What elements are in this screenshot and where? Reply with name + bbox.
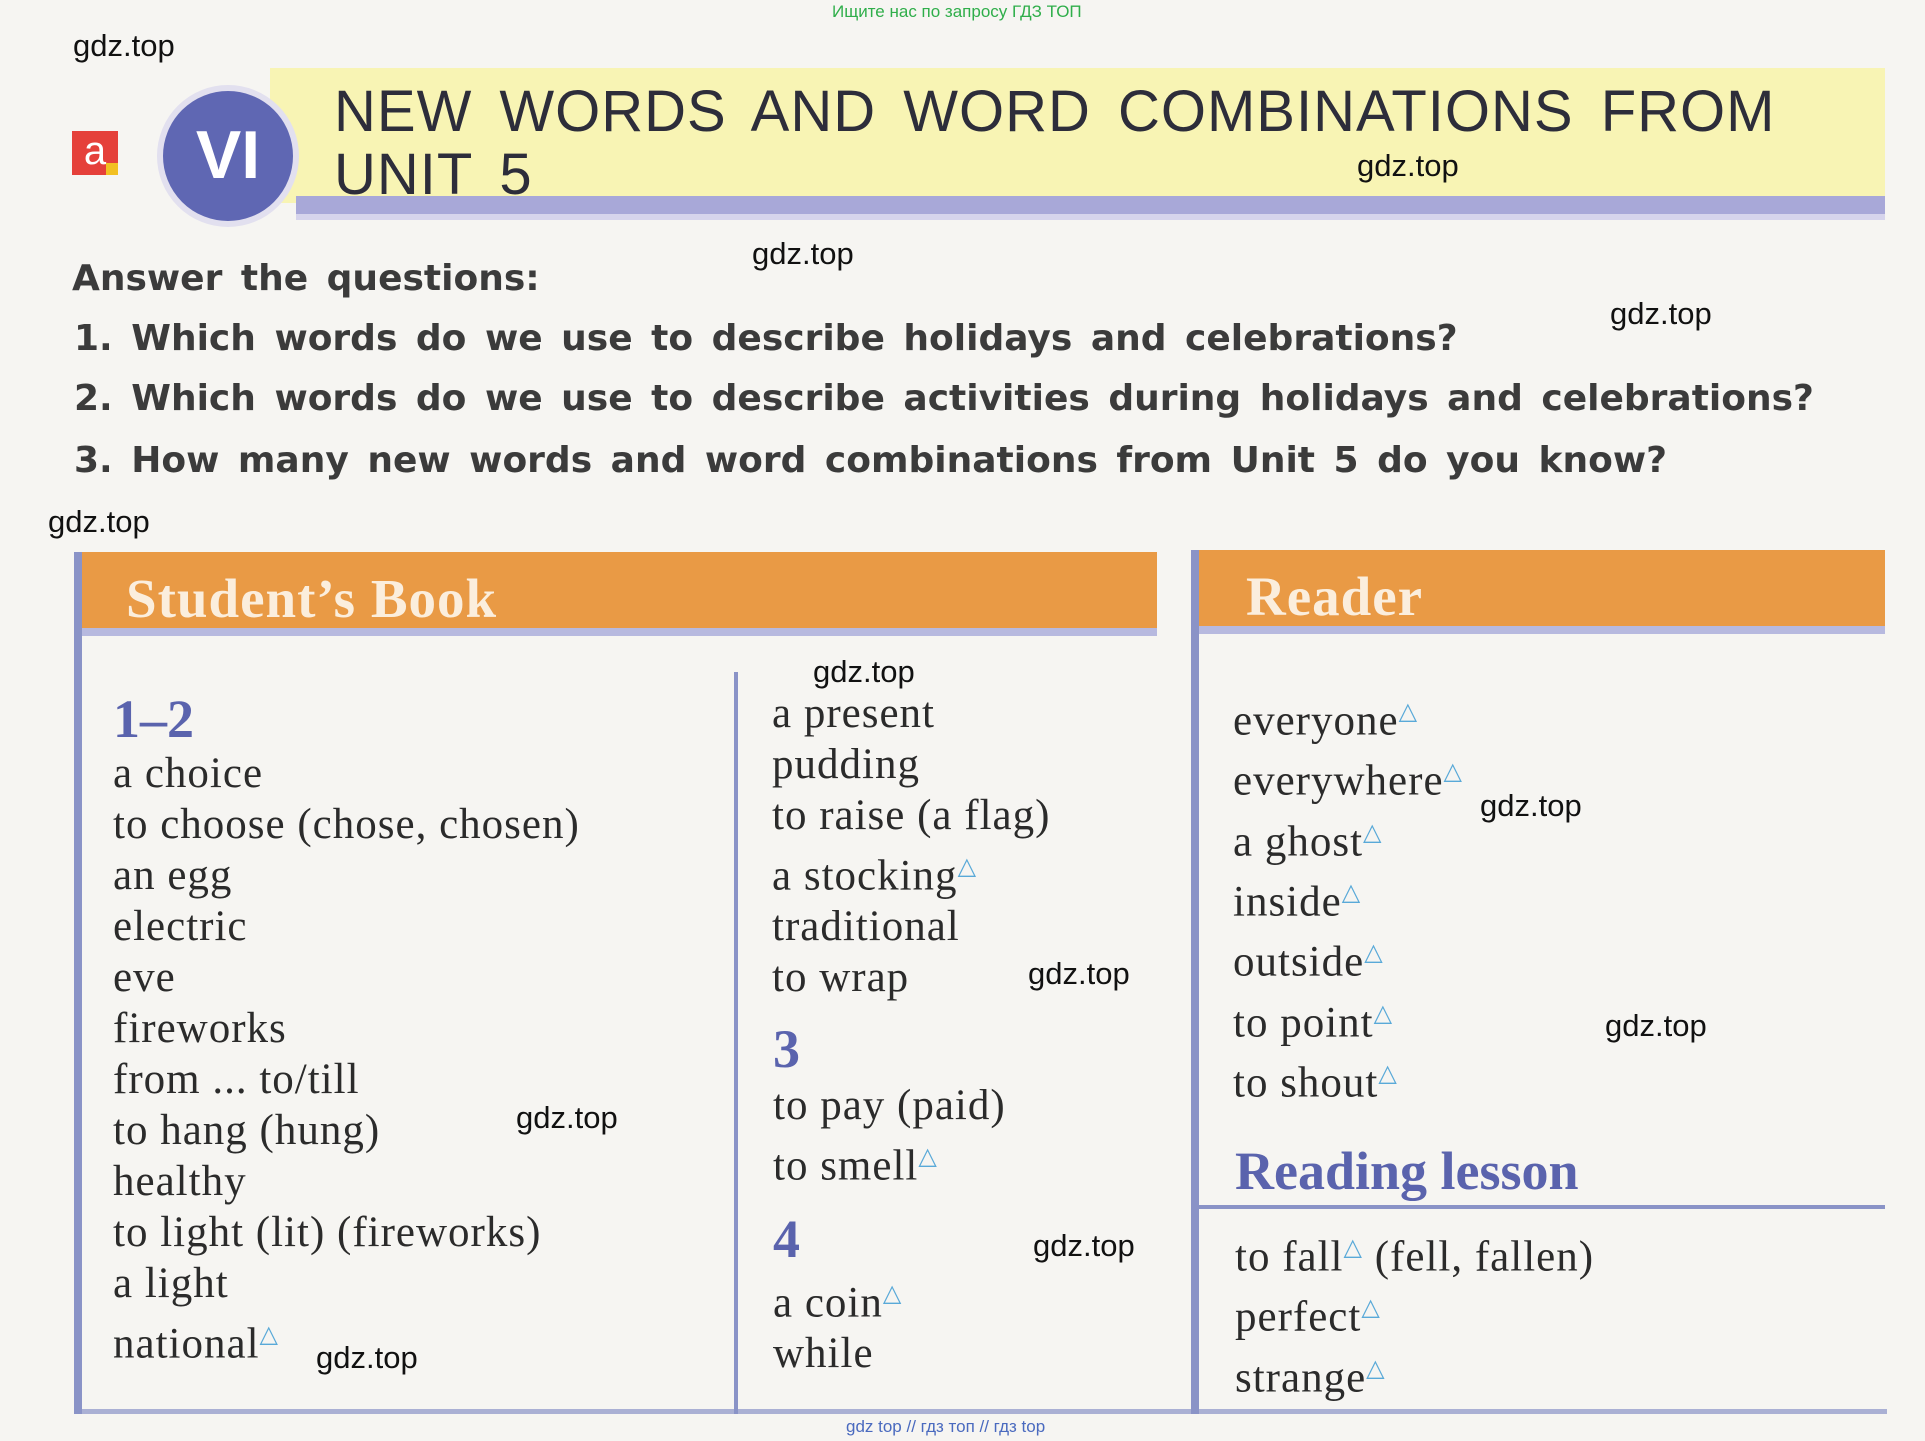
vocab-text: pudding xyxy=(772,741,920,788)
watermark: gdz.top xyxy=(1033,1228,1135,1263)
vocab-item xyxy=(113,850,580,901)
vocab-item xyxy=(113,901,580,952)
vocab-text: a ghost xyxy=(1233,817,1364,865)
new-word-mark-icon: △ xyxy=(1366,1353,1386,1382)
unit-badge: VI xyxy=(157,85,299,227)
vocab-text: an egg xyxy=(113,852,233,899)
vocab-text: electric xyxy=(113,903,248,950)
vocab-item xyxy=(1233,988,1463,1048)
vocab-item xyxy=(113,952,580,1003)
reading-lesson-word-list xyxy=(1235,1222,1594,1403)
page-title xyxy=(334,80,1854,206)
question-2: 2. Which words do we use to describe activities during holidays and celebrations? xyxy=(74,378,1814,419)
vocab-text: everywhere xyxy=(1233,757,1444,805)
table-left-border xyxy=(74,552,82,1414)
bottom-note: gdz top // гдз топ // гдз top xyxy=(846,1417,1046,1436)
vocab-item xyxy=(113,1207,580,1258)
vocab-text: a stocking xyxy=(772,852,958,900)
vocab-item xyxy=(772,790,1050,841)
vocab-text: strange xyxy=(1235,1353,1367,1401)
vocab-text: to pay (paid) xyxy=(773,1082,1006,1129)
vocab-text: perfect xyxy=(1235,1293,1362,1341)
vocab-item xyxy=(113,1105,580,1156)
new-word-mark-icon: △ xyxy=(1398,697,1419,725)
title-line-2: UNIT 5 xyxy=(334,142,533,207)
watermark: gdz.top xyxy=(48,504,150,539)
new-word-mark-icon: △ xyxy=(1341,877,1362,906)
questions-prompt: Answer the questions: xyxy=(72,258,540,299)
vocab-text: inside xyxy=(1233,878,1342,926)
vocab-item xyxy=(772,841,1050,901)
vocab-text: to point xyxy=(1233,998,1374,1046)
vocab-text: to fall xyxy=(1235,1233,1344,1281)
vocab-text: while xyxy=(773,1330,874,1378)
vocab-item xyxy=(773,1328,902,1379)
section-1-2-label: 1–2 xyxy=(113,689,194,749)
new-word-mark-icon: △ xyxy=(1443,757,1464,786)
reading-lesson-heading: Reading lesson xyxy=(1235,1141,1579,1201)
new-word-mark-icon: △ xyxy=(1343,1233,1363,1261)
table-bottom-border xyxy=(76,1409,1887,1414)
reading-lesson-underline xyxy=(1199,1205,1885,1209)
watermark: gdz.top xyxy=(1610,296,1712,331)
reader-word-list xyxy=(1233,686,1463,1108)
vocab-text: to shout xyxy=(1233,1059,1379,1107)
new-word-mark-icon: △ xyxy=(259,1320,279,1348)
new-word-mark-icon: △ xyxy=(1361,1293,1381,1322)
vocab-item xyxy=(1235,1222,1594,1282)
vocab-text: outside xyxy=(1233,938,1365,986)
col2-word-list-b xyxy=(773,1080,1006,1191)
vocab-text: healthy xyxy=(113,1158,247,1205)
new-word-mark-icon: △ xyxy=(1373,998,1394,1027)
reader-heading: Reader xyxy=(1246,566,1424,627)
vocab-text: fireworks xyxy=(113,1005,287,1052)
new-word-mark-icon: △ xyxy=(1363,817,1383,846)
watermark: gdz.top xyxy=(1357,148,1459,183)
vocab-text: to smell xyxy=(773,1142,919,1190)
vocab-item xyxy=(1233,927,1463,987)
vocab-text: a present xyxy=(772,690,936,737)
vocab-item xyxy=(1233,867,1463,927)
vocab-item xyxy=(1235,1282,1594,1342)
vocab-text: to light (lit) (fireworks) xyxy=(113,1209,542,1256)
publisher-logo: a xyxy=(72,131,118,175)
vocab-text: traditional xyxy=(772,903,960,951)
vocab-item xyxy=(772,739,1050,790)
new-word-mark-icon: △ xyxy=(1364,938,1384,967)
vocab-item xyxy=(113,748,580,799)
new-word-mark-icon: △ xyxy=(957,852,978,880)
vocab-text: eve xyxy=(113,954,176,1001)
vocab-text: to choose (chose, chosen) xyxy=(113,801,580,848)
watermark: gdz.top xyxy=(1480,788,1582,823)
title-line-1: NEW WORDS AND WORD COMBINATIONS FROM xyxy=(334,79,1776,144)
col2-word-list-c xyxy=(773,1268,902,1379)
section-3-label: 3 xyxy=(773,1019,800,1079)
vocab-item xyxy=(113,1054,580,1105)
section-divider xyxy=(1191,550,1199,1414)
vocab-item xyxy=(773,1080,1006,1131)
watermark: gdz.top xyxy=(1605,1008,1707,1043)
new-word-mark-icon: △ xyxy=(882,1279,903,1307)
watermark: gdz.top xyxy=(813,654,915,689)
vocab-text: a light xyxy=(113,1260,229,1307)
vocab-text: to wrap xyxy=(772,954,910,1002)
vocab-text: to raise (a flag) xyxy=(772,792,1051,839)
watermark: gdz.top xyxy=(516,1100,618,1135)
vocab-item xyxy=(113,1156,580,1207)
vocab-text: to hang (hung) xyxy=(113,1107,381,1154)
new-word-mark-icon: △ xyxy=(918,1142,938,1170)
vocab-item xyxy=(1233,746,1463,806)
vocab-item xyxy=(772,688,1050,739)
vocab-item xyxy=(1233,1048,1463,1108)
col2-word-list-a xyxy=(772,688,1050,1003)
top-search-note: Ищите нас по запросу ГДЗ ТОП xyxy=(832,2,1082,21)
watermark: gdz.top xyxy=(752,236,854,271)
vocab-text: a choice xyxy=(113,750,264,797)
vocab-item xyxy=(113,1258,580,1309)
vocab-item xyxy=(773,1131,1006,1191)
question-1: 1. Which words do we use to describe holidays and celebrations? xyxy=(74,318,1458,359)
vocab-item xyxy=(113,799,580,850)
col1-word-list xyxy=(113,748,580,1369)
watermark: gdz.top xyxy=(316,1340,418,1375)
vocab-item xyxy=(1235,1343,1594,1403)
new-word-mark-icon: △ xyxy=(1378,1058,1398,1087)
watermark: gdz.top xyxy=(1028,956,1130,991)
students-book-heading: Student’s Book xyxy=(126,568,498,629)
vocab-item xyxy=(113,1003,580,1054)
section-4-label: 4 xyxy=(773,1209,800,1269)
vocab-item xyxy=(773,1268,902,1328)
watermark: gdz.top xyxy=(73,28,175,63)
vocab-forms: (fell, fallen) xyxy=(1362,1233,1595,1281)
vocab-item xyxy=(1233,686,1463,746)
vocab-item xyxy=(772,901,1050,952)
vocab-item xyxy=(772,952,1050,1003)
vocab-text: everyone xyxy=(1233,697,1399,745)
vocab-text: from ... to/till xyxy=(113,1056,360,1103)
column-divider xyxy=(734,672,738,1414)
question-3: 3. How many new words and word combinations from Unit 5 do you know? xyxy=(74,440,1667,481)
vocab-text: national xyxy=(113,1320,260,1368)
vocab-text: a coin xyxy=(773,1279,883,1327)
title-underline-shadow xyxy=(296,214,1885,220)
vocab-item xyxy=(1233,807,1463,867)
